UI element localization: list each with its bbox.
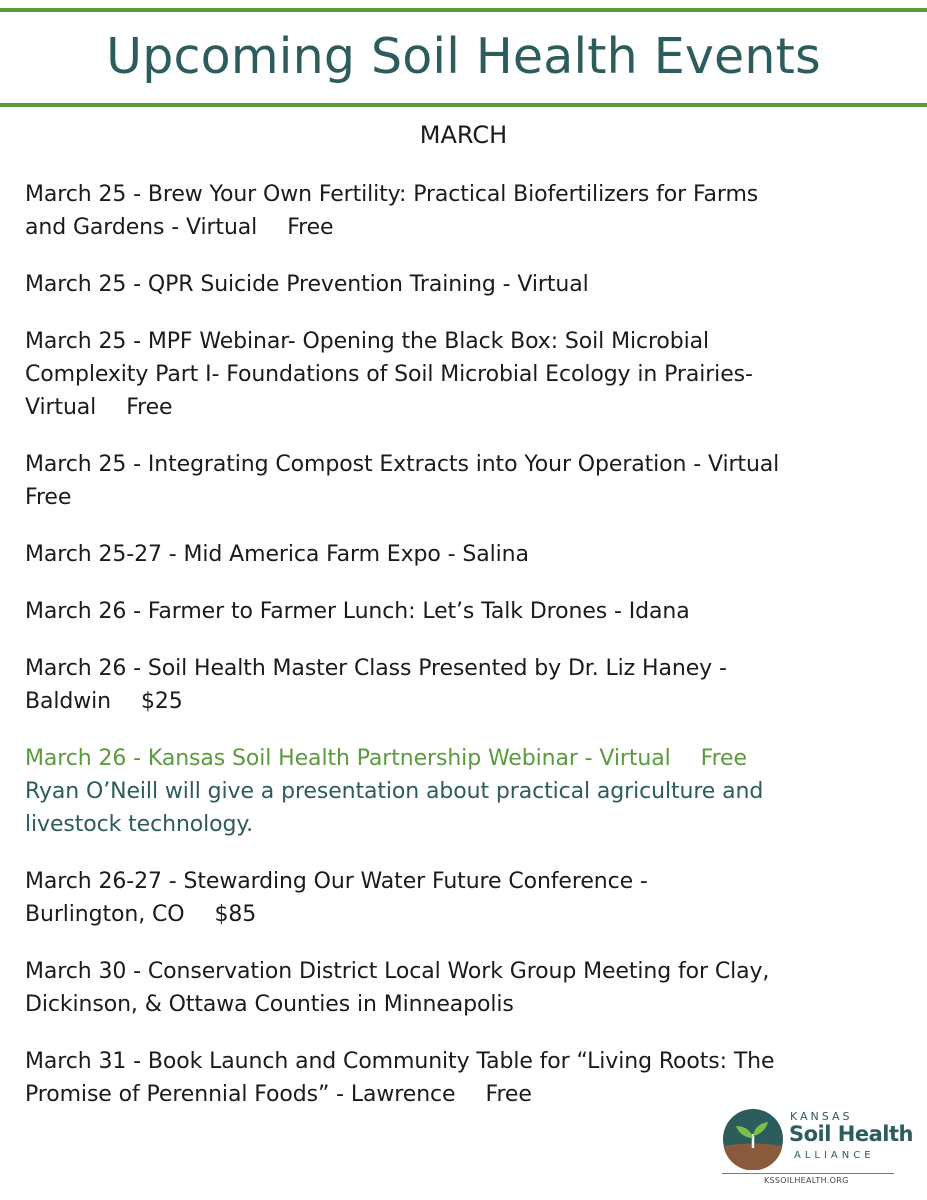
event-line: March 25-27 - Mid America Farm Expo - Salina <box>25 542 529 567</box>
featured-event-headline: March 26 - Kansas Soil Health Partnership Webinar - Virtual Free <box>25 746 747 771</box>
sprout-emblem-icon <box>722 1108 784 1170</box>
event-item <box>25 268 905 301</box>
event-price: Free <box>700 746 747 771</box>
event-line: March 25 - QPR Suicide Prevention Training - Virtual <box>25 272 589 297</box>
event-line: Promise of Perennial Foods” - Lawrence Free <box>25 1082 532 1107</box>
page-title: Upcoming Soil Health Events <box>106 28 821 85</box>
event-line: Virtual Free <box>25 395 173 420</box>
event-list <box>25 178 905 1135</box>
event-line: Burlington, CO $85 <box>25 902 257 927</box>
event-price: $85 <box>214 902 257 927</box>
event-line: Dickinson, & Ottawa Counties in Minneapolis <box>25 992 514 1017</box>
event-line: Complexity Part I- Foundations of Soil Microbial Ecology in Prairies- <box>25 362 753 387</box>
event-line: Free <box>25 485 72 510</box>
event-line: March 26 - Soil Health Master Class Presented by Dr. Liz Haney - <box>25 656 727 681</box>
featured-event-description: livestock technology. <box>25 812 254 837</box>
event-line: March 30 - Conservation District Local Work Group Meeting for Clay, <box>25 959 770 984</box>
event-price: $25 <box>141 689 183 714</box>
event-item <box>25 538 905 571</box>
event-line: March 26 - Farmer to Farmer Lunch: Let’s Talk Drones - Idana <box>25 599 690 624</box>
event-price: Free <box>126 395 173 420</box>
title-divider <box>0 103 927 107</box>
event-line: March 25 - MPF Webinar- Opening the Black Box: Soil Microbial <box>25 329 710 354</box>
event-item <box>25 178 905 244</box>
event-line: and Gardens - Virtual Free <box>25 215 334 240</box>
event-item <box>25 652 905 718</box>
event-line: March 25 - Integrating Compost Extracts into Your Operation - Virtual <box>25 452 780 477</box>
event-price: Free <box>287 215 334 240</box>
logo-alliance-text: ALLIANCE <box>794 1150 875 1161</box>
event-item <box>25 1045 905 1111</box>
featured-event-description: Ryan O’Neill will give a presentation about practical agriculture and <box>25 779 764 804</box>
logo-soil-health-text: Soil Health <box>789 1122 913 1146</box>
kansas-soil-health-alliance-logo <box>722 1108 913 1192</box>
month-heading: MARCH <box>419 121 508 149</box>
event-price: Free <box>485 1082 532 1107</box>
event-item <box>25 955 905 1021</box>
event-line: March 31 - Book Launch and Community Table for “Living Roots: The <box>25 1049 775 1074</box>
event-item <box>25 325 905 424</box>
event-line: March 25 - Brew Your Own Fertility: Practical Biofertilizers for Farms <box>25 182 759 207</box>
event-item <box>25 595 905 628</box>
top-divider <box>0 8 927 12</box>
event-item <box>25 865 905 931</box>
logo-url: KSSOILHEALTH.ORG <box>764 1176 849 1185</box>
event-line: March 26-27 - Stewarding Our Water Future Conference - <box>25 869 648 894</box>
event-item <box>25 448 905 514</box>
logo-kansas-text: KANSAS <box>790 1110 853 1123</box>
featured-event-item <box>25 742 905 841</box>
event-line: Baldwin $25 <box>25 689 183 714</box>
logo-divider <box>722 1173 894 1174</box>
